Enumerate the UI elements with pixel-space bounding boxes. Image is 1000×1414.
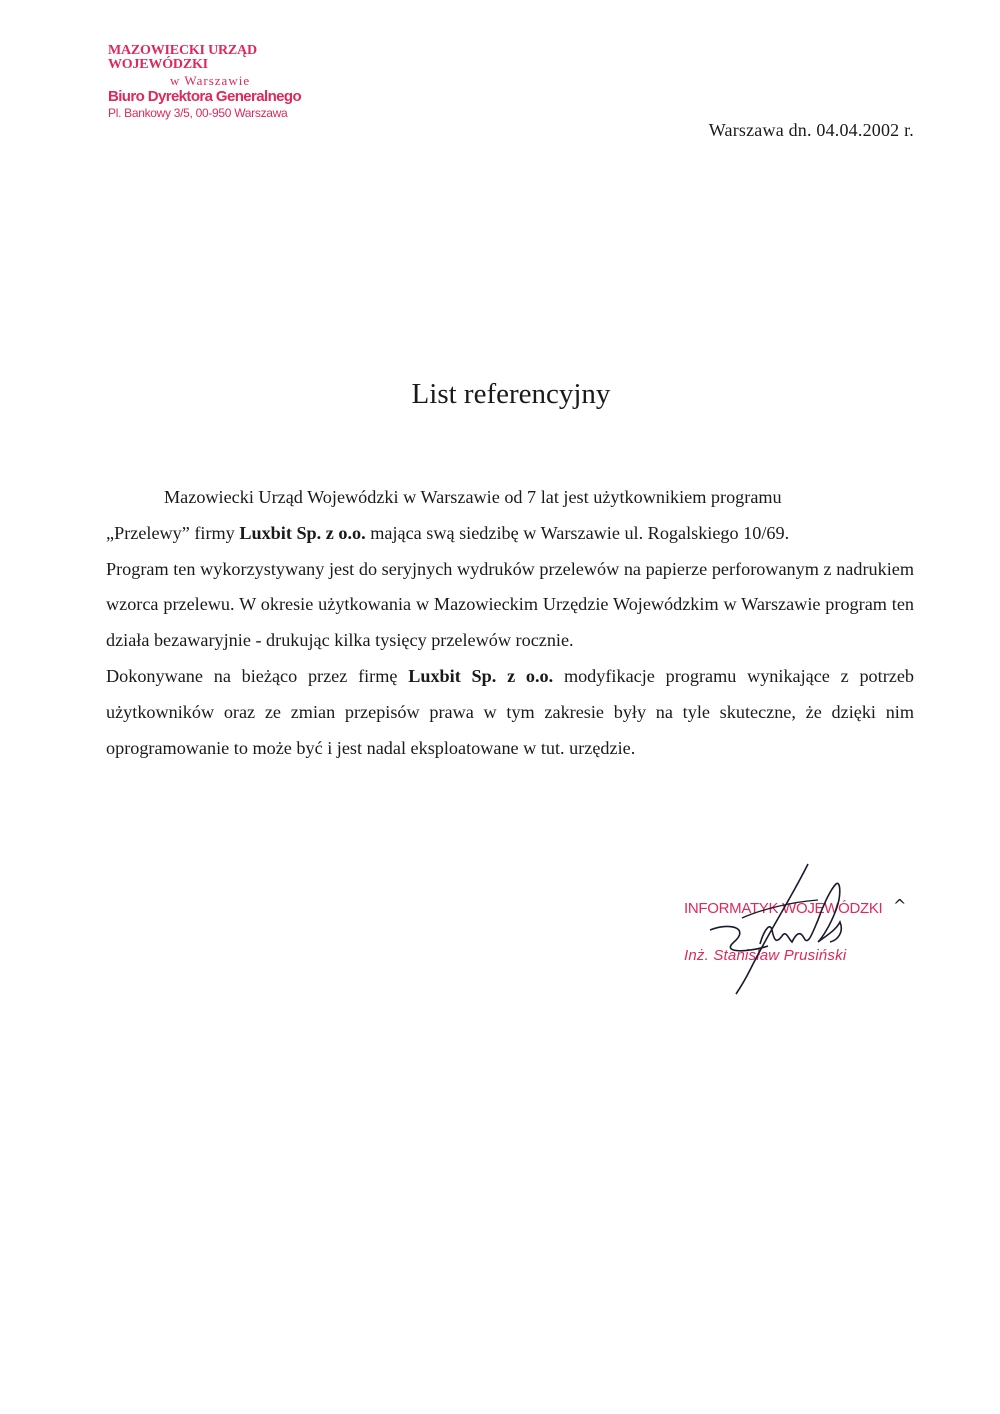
paragraph-modifications — [106, 659, 914, 766]
stamp-department: Biuro Dyrektora Generalnego — [108, 88, 302, 105]
margin-mark: ^ — [893, 896, 907, 915]
mod-text-b: modyfikacje programu wynikające z potrzeb użytkowników oraz ze zmian przepisów prawa w tym zakresie były na tyle skuteczne, że dzięki nim oprogramowanie to może być i jest nadal eksploatowane w tut. urzędzie. — [106, 665, 914, 758]
signature-stamp-role: INFORMATYK WOJEWÓDZKI — [684, 900, 883, 917]
intro-text-a: „Przelewy” firmy — [106, 522, 240, 543]
intro-line-1: Mazowiecki Urząd Wojewódzki w Warszawie od 7 lat jest użytkownikiem programu — [164, 487, 782, 507]
stamp-office-name: MAZOWIECKI URZĄD WOJEWÓDZKI — [108, 43, 257, 72]
signature-stamp-name: Inż. Stanisław Prusiński — [684, 947, 847, 964]
letter-date: Warszawa dn. 04.04.2002 r. — [708, 120, 914, 140]
intro-line-2 — [106, 516, 914, 552]
handwritten-signature — [690, 860, 870, 1000]
intro-text-b: mająca swą siedzibę w Warszawie ul. Rogalskiego 10/69. — [365, 522, 790, 543]
office-stamp-header — [108, 44, 348, 119]
paragraph-usage: Program ten wykorzystywany jest do seryjnych wydruków przelewów na papierze perforowanym z nadrukiem wzorca przelewu. W okresie użytkowania w Mazowieckim Urzędzie Wojewódzkim w Warszawie program ten działa bezawaryjnie - drukując kilka tysięcy przelewów rocznie. — [106, 558, 914, 651]
stamp-city: w Warszawie — [170, 73, 251, 88]
stamp-address: Pl. Bankowy 3/5, 00-950 Warszawa — [108, 106, 288, 120]
letter-body — [106, 480, 914, 766]
letter-title: List referencyjny — [411, 378, 611, 410]
company-name: Luxbit Sp. z o.o. — [239, 522, 366, 543]
mod-text-a: Dokonywane na bieżąco przez firmę — [106, 665, 409, 686]
company-name-2: Luxbit Sp. z o.o. — [408, 665, 554, 686]
paragraph-intro — [106, 480, 914, 552]
